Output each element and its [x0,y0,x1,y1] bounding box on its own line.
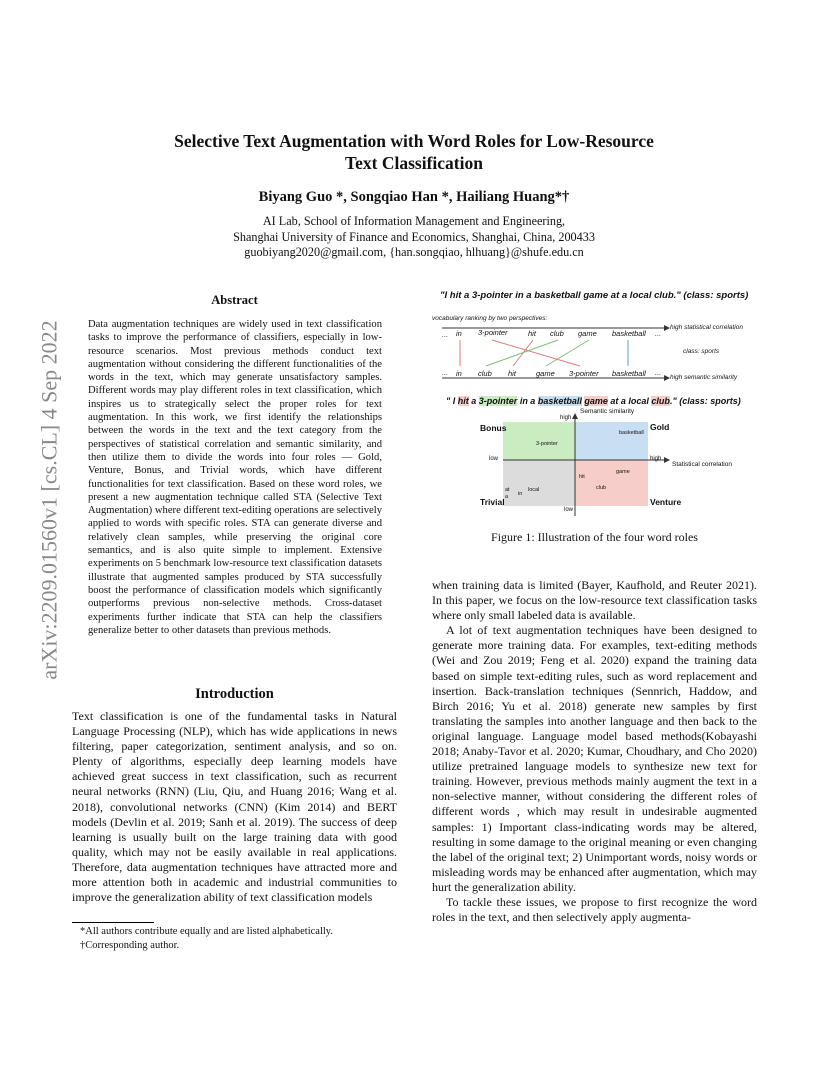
axis-y-label: Semantic similarity [580,408,635,415]
word-a: a [505,494,509,500]
bottom-word-3: hit [508,369,516,378]
venture-label: Venture [650,497,682,507]
highlighted-sentence: " I hit a 3-pointer in a basketball game at a local club." (class: sports) [446,396,741,406]
hl-basketball: basketball [537,396,582,406]
bottom-word-4: game [536,369,555,378]
right-column-body [432,578,757,925]
vocab-label: vocabulary ranking by two perspectives: [432,315,548,322]
arxiv-stamp: arXiv:2209.01560v1 [cs.CL] 4 Sep 2022 [36,320,62,680]
footnote-rule [72,922,154,923]
hl-hit: hit [457,396,469,406]
axis-x-label: Statistical correlation [672,461,732,468]
introduction-heading: Introduction [195,686,274,702]
x-arrow [664,457,670,463]
top-word-1: in [456,329,462,338]
word-game: game [616,469,630,475]
gold-label: Gold [650,422,670,432]
bonus-label: Bonus [480,423,507,433]
paragraph-2: A lot of text augmentation techniques have been designed to generate more training data. For examples, text-editing methods (Wei and Zou 2019; Feng et al. 2020) expand the training data based on simple text-editing rules, such as word replacement and insertion. Back-translation techniques (Sennrich, Haddow, and Birch 2016; Yu et al. 2018) generate new samples by first translating the samples into another language and then back to the original language. Language model based methods(Kobayashi 2018; Anaby-Tavor et al. 2020; Kumar, Choudhary, and Cho 2020) utilize pretrained language models to synthesize new text for training. However, previous methods mainly augment the text in a non-selective manner, without considering the different roles of different words , which may result in undesirable augmented samples: 1) Important class-indicating words may be altered, resulting in some damage to the original meaning or even changing the label of the original text; 2) Unimportant words, noisy words or misleading words may be enhanced after augmentation, which may hurt the generalization ability. [432,623,757,894]
figure-sentence: "I hit a 3-pointer in a basketball game at a local club." (class: sports) [440,290,749,301]
class-label: class: sports [683,348,720,355]
affiliation: AI Lab, School of Information Management and Engineering, Shanghai University of Finance and Economics, Shanghai, China, 200433 guobiyang2020@gmail.com, {han.songqiao, hlhuang}@shufe.edu.cn [233,214,595,259]
bottom-word-1: in [456,369,462,378]
abstract-body: Data augmentation techniques are widely used in text classification tasks to improve the performance of classifiers, especially in low-resource scenarios. Most previous methods conduct text augmentation without considering the different functionalities of the words in the text, which may generate unsatisfactory samples. Different words may play different roles in text classification, which inspires us to strategically select the proper roles for text augmentation. In this work, we first identify the relationships between the words in the text and the text category from the perspectives of statistical correlation and semantic similarity, and then utilize them to divide the words into four roles — Gold, Venture, Bonus, and Trivial words, which have different functionalities for text classification. Based on these word roles, we present a new augmentation technique called STA (Selective Text Augmentation) where different text-editing operations are selectively applied to words with specific roles. STA can generate diverse and relatively clean samples, while preserving the original core semantics, and is also quite simple to implement. Extensive experiments on 5 benchmark low-resource text classification datasets illustrate that augmented samples produced by STA successfully boost the performance of classification models which significantly outperforms previous non-selective methods. Cross-dataset experiments further indicate that STA can help the classifiers generalize better to other datasets than previous methods. [88,319,382,636]
x-low-label: low [489,456,499,462]
top-word-2: 3-pointer [478,328,508,337]
figure-word-roles [432,288,768,520]
figure-caption: Figure 1: Illustration of the four word roles [491,530,698,544]
hl-club: club [651,396,670,406]
word-local: local [528,487,540,493]
abstract-heading: Abstract [211,293,258,307]
hl-3pointer: 3-pointer [478,396,518,406]
y-low-label: low [564,507,574,513]
word-club: club [596,485,607,491]
word-3pointer: 3-pointer [536,441,558,447]
bottom-word-2: club [478,369,492,378]
word-in: in [518,491,523,497]
paper-title: Selective Text Augmentation with Word Roles for Low-Resource Text Classification [174,131,654,173]
y-high-label: high [560,415,572,421]
x-high-label: high [650,456,662,462]
top-word-5: game [578,329,597,338]
introduction-body: Text classification is one of the fundamental tasks in Natural Language Processing (NLP), which has wide applications in news filtering, paper categorization, sentiment analysis, and so on. Plenty of algorithms, especially deep learning models have achieved great success in text classification, such as recurrent neural networks (RNN) (Liu, Qiu, and Huang 2016; Wang et al. 2018), convolutional networks (CNN) (Kim 2014) and BERT models (Devlin et al. 2019; Sanh et al. 2019). The success of deep learning is usually built on the large training data with good quality, which may not be easily available in real applications. Therefore, data augmentation techniques have attracted more and more attention both in academic and industrial communities to improve the generalization ability of text classification models [72,709,397,905]
word-hit: hit [579,474,585,480]
high-stat-label: high statistical correlation [670,324,743,331]
top-word-6: basketball [612,329,646,338]
y-arrow [572,413,578,419]
paragraph-3: To tackle these issues, we propose to first recognize the word roles in the text, and then selectively apply augmenta- [432,894,757,925]
paragraph-1: when training data is limited (Bayer, Kaufhold, and Reuter 2021). In this paper, we focus on the low-resource text classification tasks where only small labeled data is available. [432,578,757,623]
top-dots-end: ... [655,329,662,338]
top-word-4: club [550,329,564,338]
word-at: at [505,487,510,493]
authors: Biyang Guo *, Songqiao Han *, Hailiang Huang*† [258,189,570,205]
top-word-3: hit [528,329,536,338]
bottom-word-5: 3-pointer [569,369,599,378]
hl-game: game [584,396,608,406]
footnotes: *All authors contribute equally and are listed alphabetically. †Corresponding author. [80,926,333,951]
high-sem-label: high semantic similarity [670,374,738,381]
top-dots: ... [442,330,449,339]
word-basketball: basketball [619,430,644,436]
trivial-label: Trivial [480,497,505,507]
bottom-dots-end: ... [655,368,662,377]
link-club [486,340,558,366]
bottom-dots: ... [442,368,449,377]
bottom-word-6: basketball [612,369,646,378]
